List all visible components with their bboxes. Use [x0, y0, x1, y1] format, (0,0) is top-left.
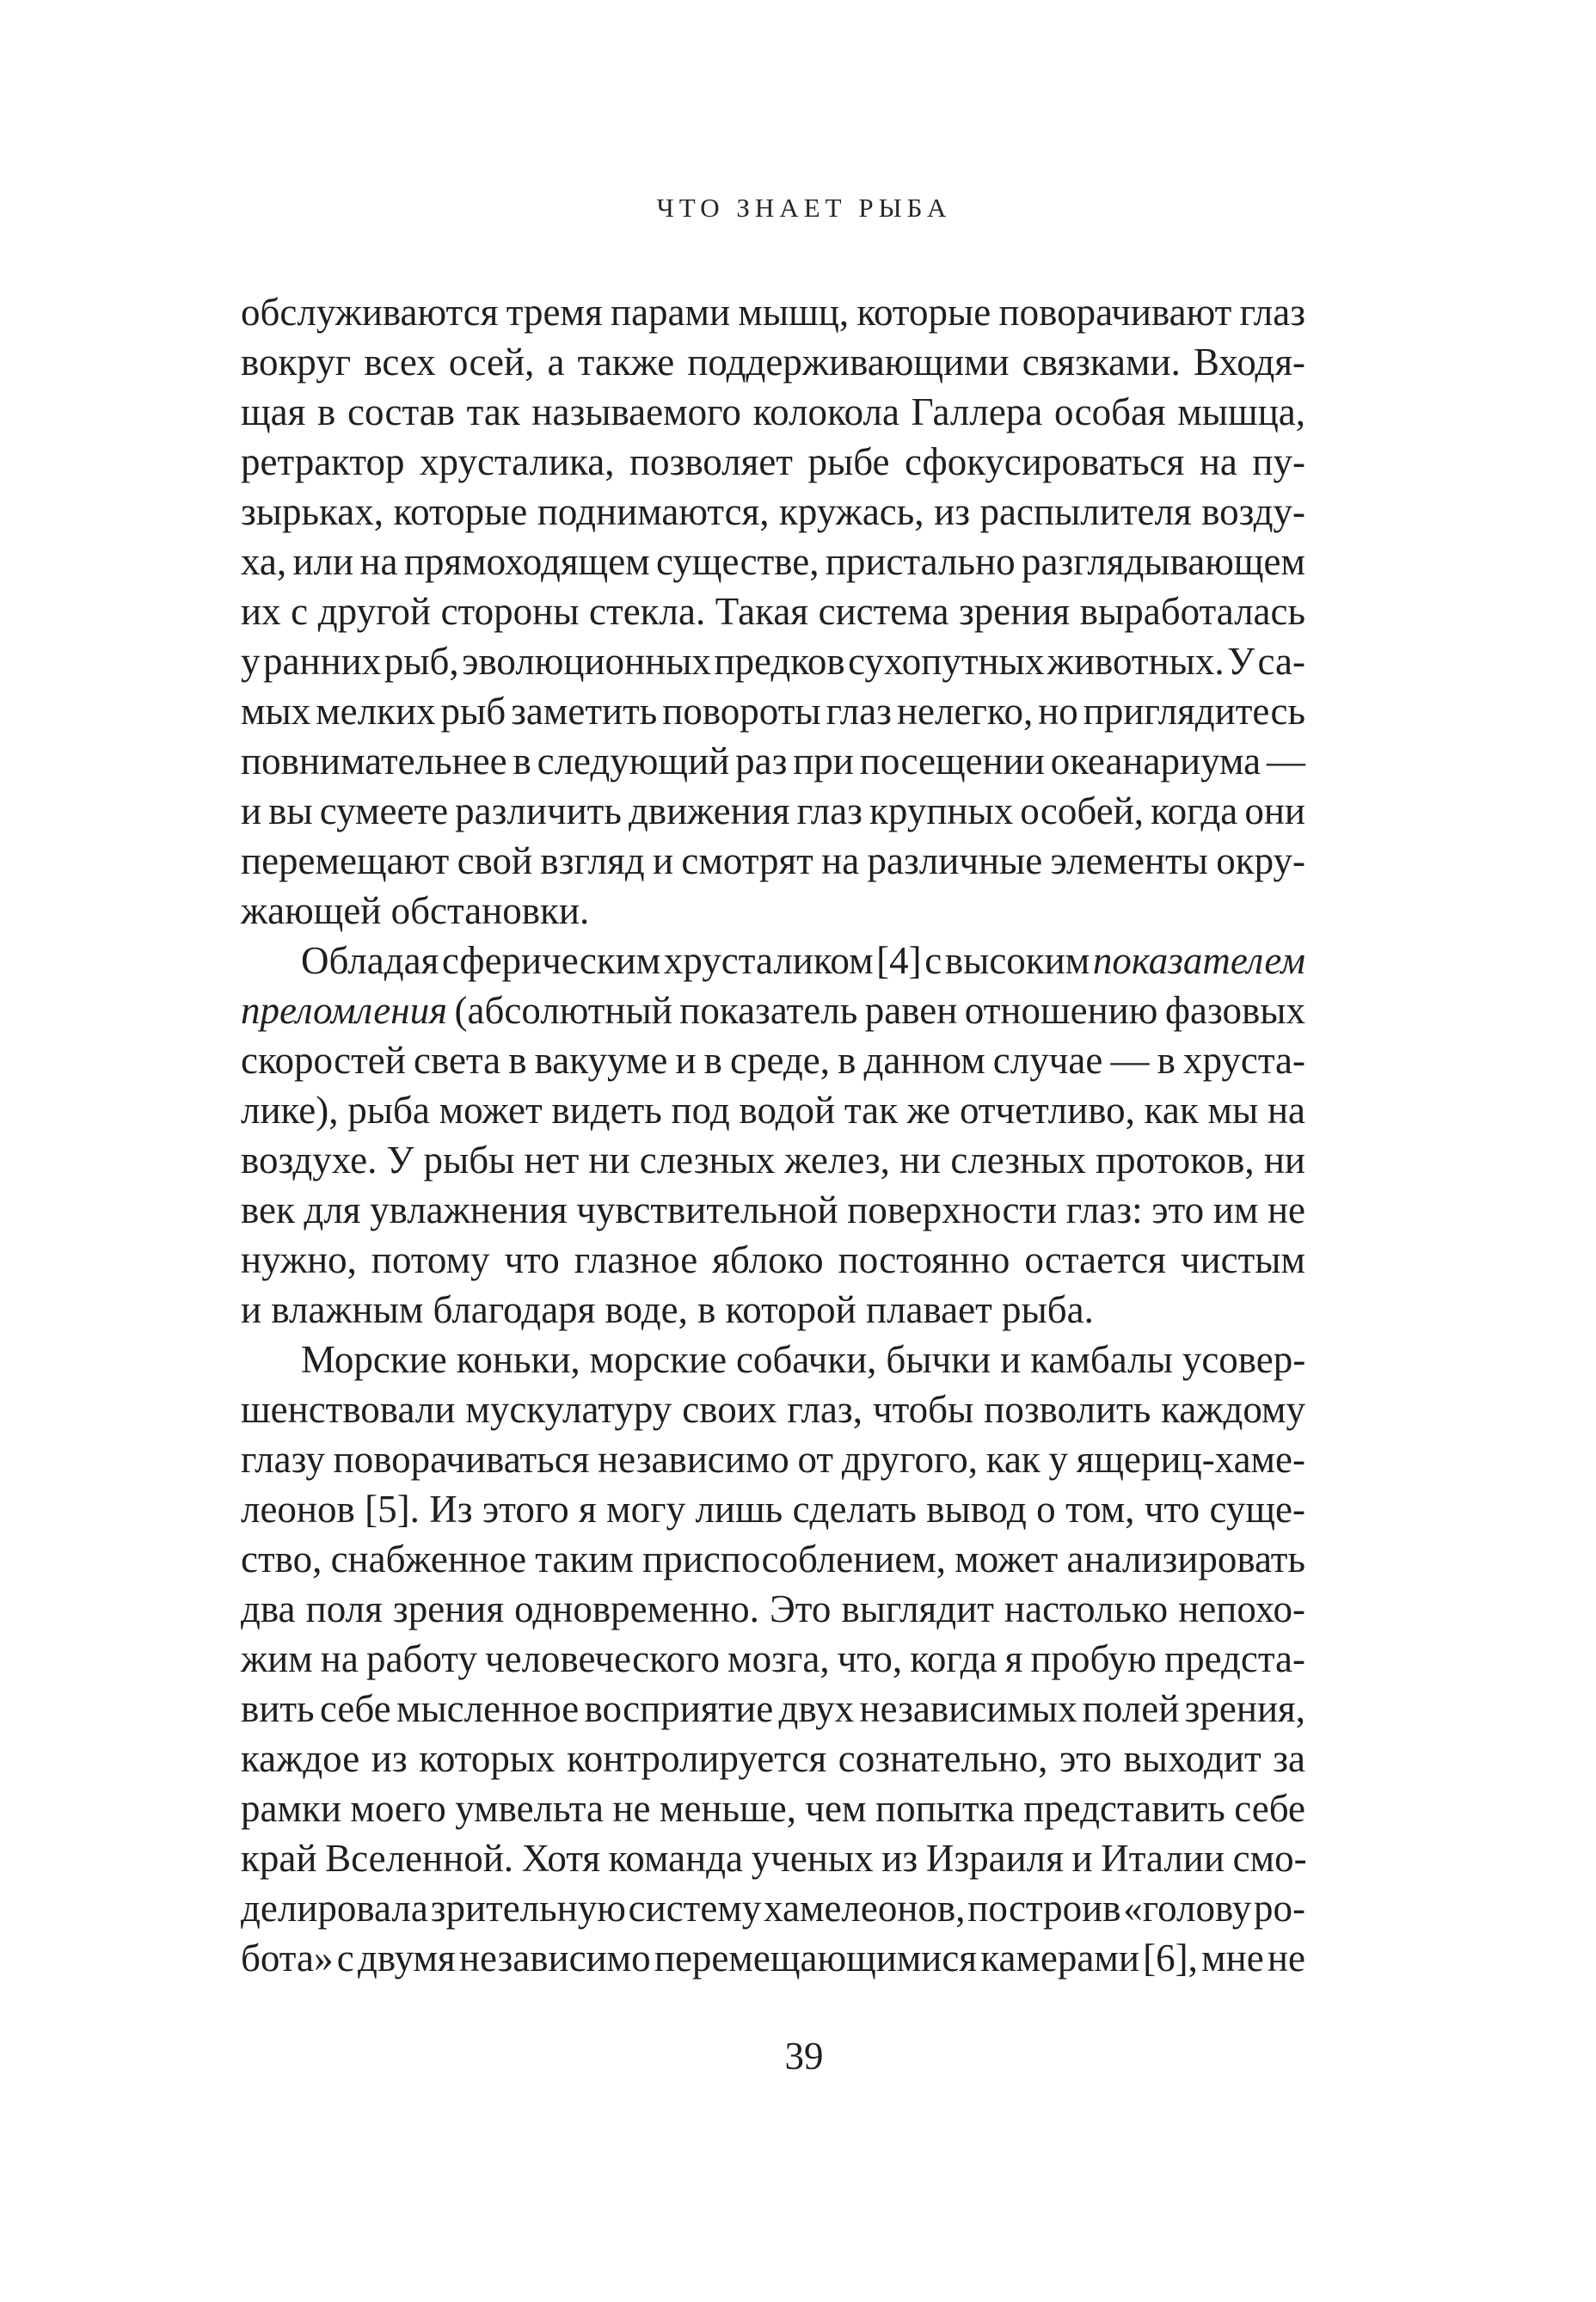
text-line	[241, 337, 1305, 387]
text-segment: жающей обстановки.	[241, 889, 590, 932]
text-line	[241, 1484, 1305, 1534]
text-segment: ство, снабженное таким приспособлением, может анализировать	[241, 1538, 1305, 1581]
text-segment: вить себе мысленное восприятие двух независимых полей зрения,	[241, 1687, 1305, 1730]
text-line	[241, 1584, 1305, 1634]
text-segment: глазу поворачиваться независимо от другого, как у ящериц-хаме-	[241, 1438, 1305, 1481]
paragraph	[241, 287, 1305, 936]
text-segment: бота» с двумя независимо перемещающимися камерами [6], мне не	[241, 1937, 1305, 1980]
text-segment: скоростей света в вакууме и в среде, в данном случае — в хруста-	[241, 1039, 1305, 1082]
text-line	[241, 1085, 1305, 1135]
text-segment: воздухе. У рыбы нет ни слезных желез, ни слезных протоков, ни	[241, 1139, 1305, 1182]
text-segment: и вы сумеете различить движения глаз крупных особей, когда они	[241, 789, 1305, 832]
text-segment: (абсолютный показатель равен отношению фазовых	[447, 989, 1305, 1032]
text-line	[241, 1384, 1305, 1434]
text-segment: Морские коньки, морские собачки, бычки и камбалы усовер-	[301, 1338, 1306, 1381]
text-segment: у ранних рыб, эволюционных предков сухопутных животных. У са-	[241, 640, 1305, 683]
text-segment: делировала зрительную систему хамелеонов, построив «голову ро-	[241, 1887, 1305, 1930]
text-line	[241, 985, 1305, 1035]
text-segment: каждое из которых контролируется сознательно, это выходит за	[241, 1737, 1305, 1780]
running-head: ЧТО ЗНАЕТ РЫБА	[656, 193, 952, 223]
page-number: 39	[784, 2035, 824, 2078]
text-line	[241, 1335, 1305, 1384]
text-line	[241, 886, 1305, 936]
text-segment: шенствовали мускулатуру своих глаз, чтобы позволить каждому	[241, 1388, 1305, 1431]
text-segment: и влажным благодаря воде, в которой плавает рыба.	[241, 1288, 1094, 1331]
text-line	[241, 1634, 1305, 1684]
text-line	[241, 1185, 1305, 1235]
text-segment: обслуживаются тремя парами мышц, которые поворачивают глаз	[241, 291, 1305, 334]
text-segment: ха, или на прямоходящем существе, пристально разглядывающем	[241, 540, 1305, 583]
text-line	[241, 1135, 1305, 1185]
text-segment: вокруг всех осей, а также поддерживающими связками. Входя-	[241, 341, 1305, 384]
text-line	[241, 1684, 1305, 1734]
text-line	[241, 786, 1305, 836]
text-line	[241, 586, 1305, 636]
italic-term: показателем	[1092, 939, 1305, 982]
text-line	[241, 1235, 1305, 1285]
text-segment: лике), рыба может видеть под водой так же отчетливо, как мы на	[241, 1089, 1305, 1132]
text-segment: нужно, потому что глазное яблоко постоянно остается чистым	[241, 1238, 1305, 1281]
text-line	[241, 1833, 1305, 1883]
text-line	[241, 537, 1305, 586]
text-segment: край Вселенной. Хотя команда ученых из Израиля и Италии смо-	[241, 1837, 1307, 1880]
body-text	[241, 287, 1305, 1983]
text-line	[241, 287, 1305, 337]
text-line	[241, 387, 1305, 437]
text-segment: перемещают свой взгляд и смотрят на различные элементы окру-	[241, 839, 1305, 882]
italic-term: преломления	[241, 989, 447, 1032]
paragraph	[241, 1335, 1305, 1983]
text-segment: Обладая сферическим хрусталиком [4] с высоким	[301, 939, 1093, 982]
text-line	[241, 936, 1305, 985]
text-line	[241, 487, 1305, 537]
text-segment: ретрактор хрусталика, позволяет рыбе сфокусироваться на пу-	[241, 440, 1305, 483]
text-segment: повнимательнее в следующий раз при посещении океанариума —	[241, 740, 1305, 783]
text-line	[241, 1783, 1305, 1833]
text-line	[241, 686, 1305, 736]
text-line	[241, 1434, 1305, 1484]
text-line	[241, 1035, 1305, 1085]
text-line	[241, 1883, 1305, 1933]
text-line	[241, 836, 1305, 886]
text-line	[241, 1285, 1305, 1335]
text-segment: два поля зрения одновременно. Это выглядит настолько непохо-	[241, 1587, 1305, 1630]
text-segment: жим на работу человеческого мозга, что, когда я пробую предста-	[241, 1637, 1305, 1680]
text-line	[241, 736, 1305, 786]
text-line	[241, 1734, 1305, 1783]
text-segment: зырьках, которые поднимаются, кружась, из распылителя возду-	[241, 490, 1305, 533]
text-segment: их с другой стороны стекла. Такая система зрения выработалась	[241, 590, 1305, 633]
text-segment: рамки моего умвельта не меньше, чем попытка представить себе	[241, 1787, 1305, 1830]
text-segment: мых мелких рыб заметить повороты глаз нелегко, но приглядитесь	[241, 690, 1305, 733]
text-segment: леонов [5]. Из этого я могу лишь сделать вывод о том, что суще-	[241, 1488, 1305, 1531]
paragraph	[241, 936, 1305, 1335]
text-line	[241, 636, 1305, 686]
text-segment: век для увлажнения чувствительной поверхности глаз: это им не	[241, 1188, 1305, 1231]
text-line	[241, 1534, 1305, 1584]
text-line	[241, 1933, 1305, 1983]
text-segment: щая в состав так называемого колокола Галлера особая мышца,	[241, 390, 1305, 433]
text-line	[241, 437, 1305, 487]
